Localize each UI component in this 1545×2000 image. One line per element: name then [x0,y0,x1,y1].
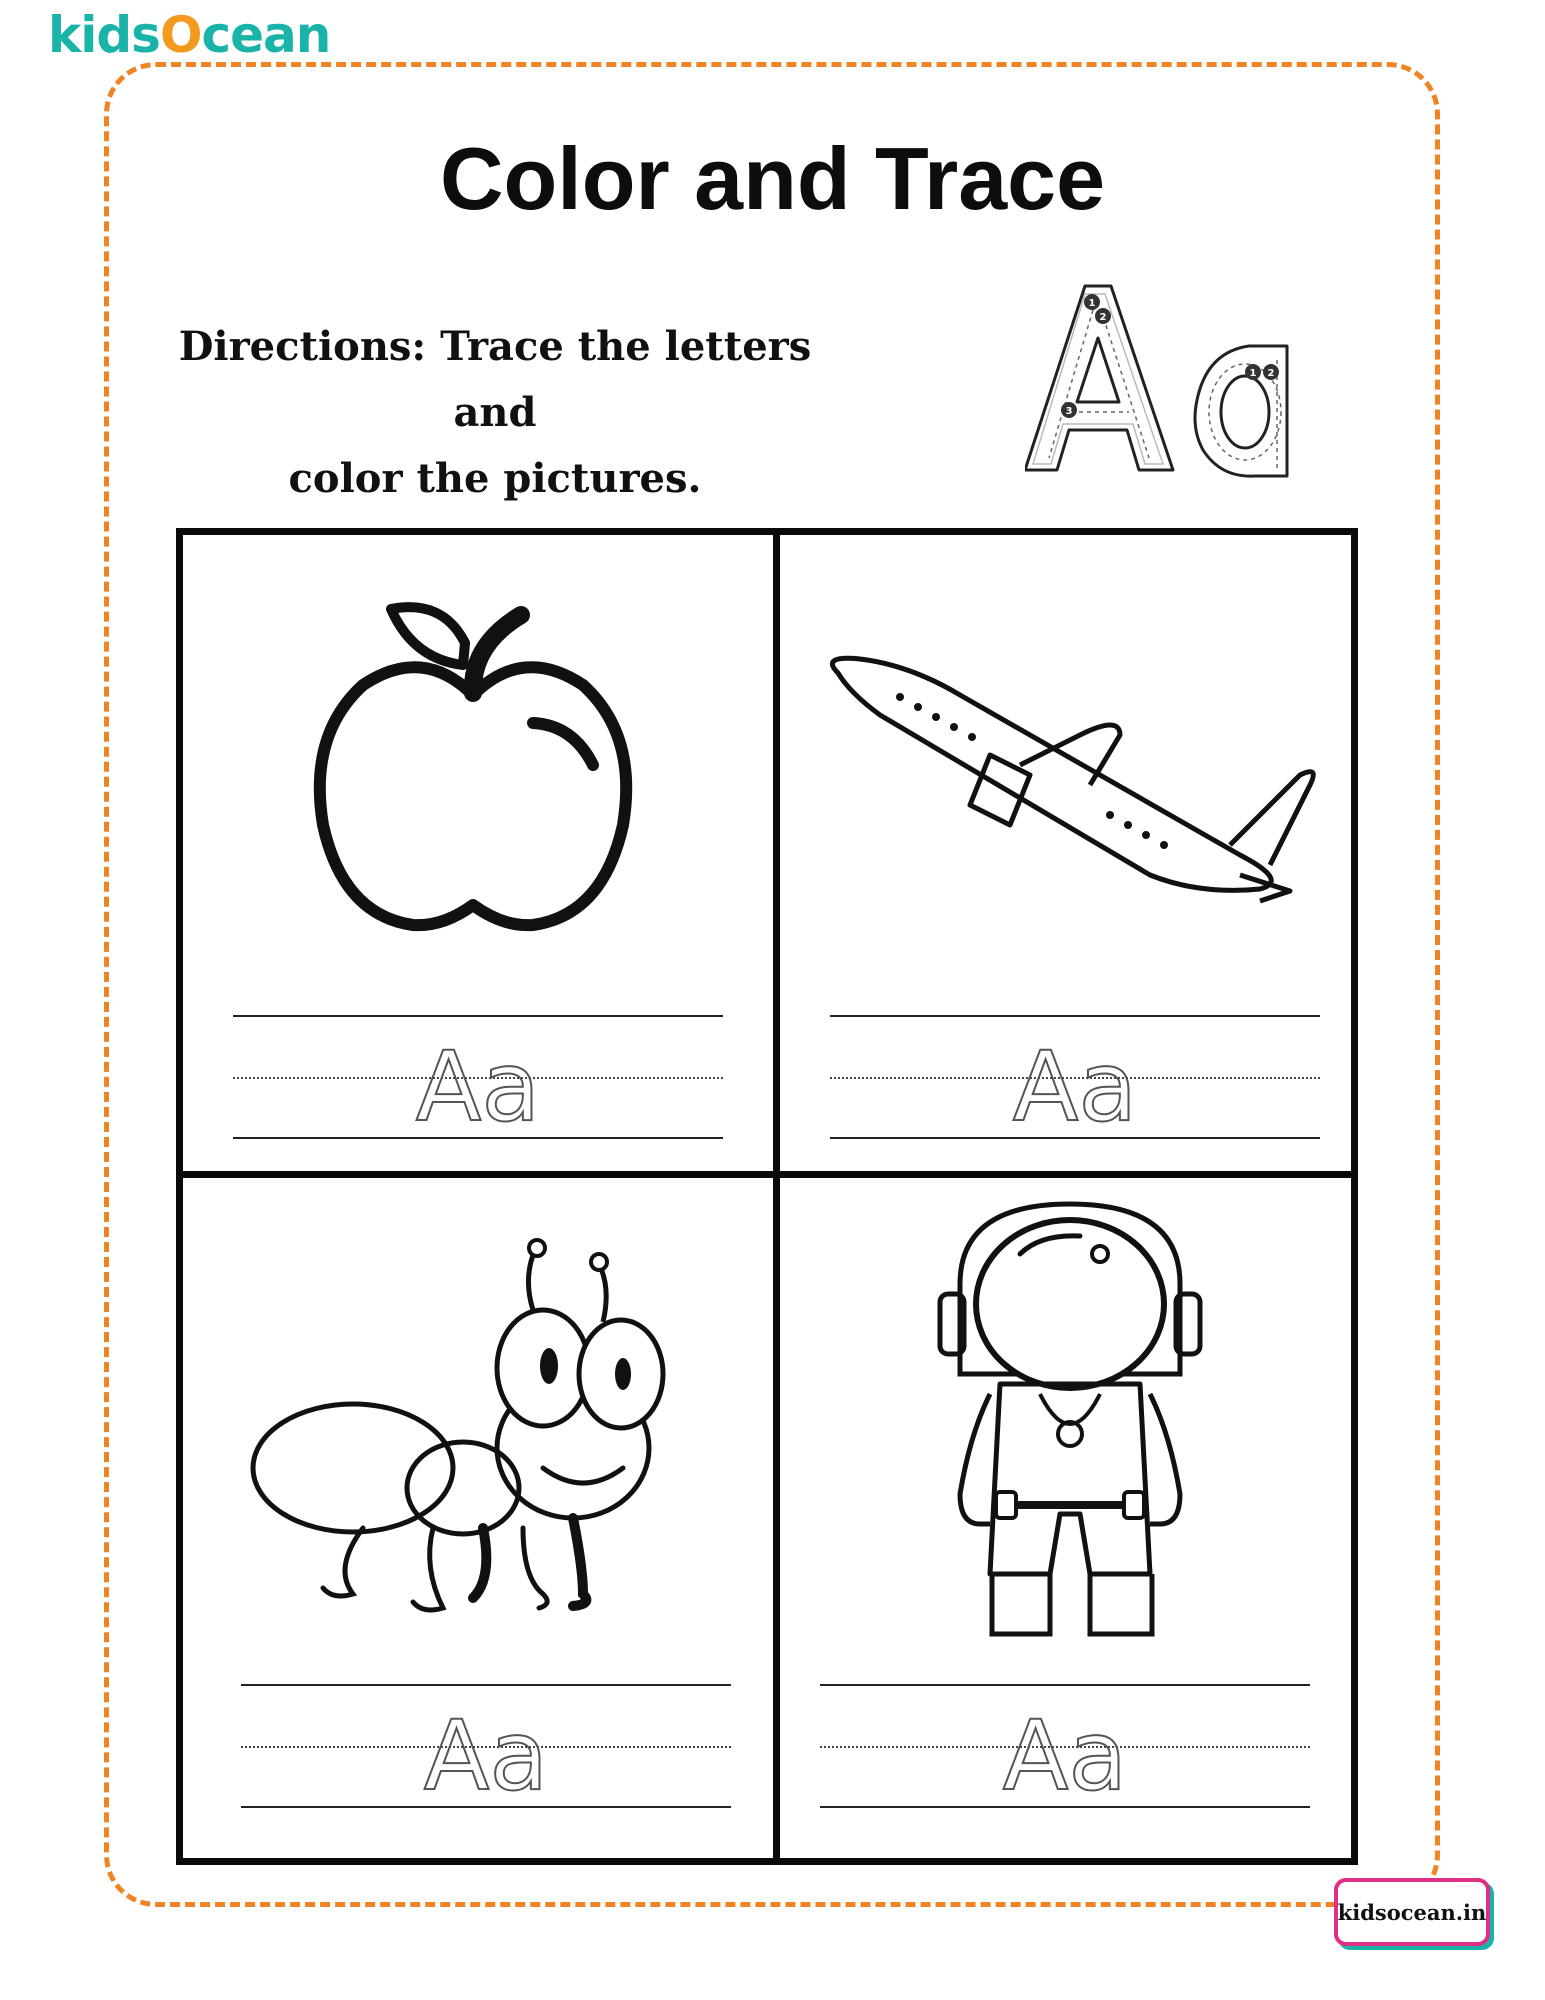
guide-num-label: 1 [1249,368,1257,379]
directions-line-1: Directions: Trace the letters and [178,323,812,436]
grid-horizontal-divider [183,1171,1351,1178]
letter-guide-icon [1025,280,1345,490]
guide-num-label: 2 [1267,368,1275,379]
card-astronaut [780,1178,1358,1858]
ant-icon [243,1238,713,1638]
tracing-lines [830,1015,1320,1145]
tracing-lines [233,1015,723,1145]
logo-kids-text: kids [48,6,160,64]
card-apple [183,535,773,1171]
directions [140,314,850,512]
trace-letters: Aa [423,1700,549,1812]
trace-letters: Aa [1002,1700,1128,1812]
card-ant [183,1178,773,1858]
card-airplane [780,535,1358,1171]
guide-num-label: 3 [1065,406,1073,417]
picture-grid [176,528,1358,1865]
website-badge-text: kidsocean.in [1337,1899,1487,1925]
directions-line-2: color the pictures. [288,455,702,502]
apple-icon [303,575,643,955]
trace-letters: Aa [415,1031,541,1143]
logo-cean-text: cean [201,6,331,64]
tracing-lines [820,1684,1310,1814]
tracing-lines [241,1684,731,1814]
website-badge[interactable] [1334,1878,1490,1946]
guide-num-label: 2 [1099,312,1107,323]
trace-letters: Aa [1012,1031,1138,1143]
page-title: Color and Trace [439,129,1106,228]
logo-o-text: O [159,6,202,64]
brand-logo [48,6,330,64]
airplane-icon [820,645,1330,935]
astronaut-icon [930,1194,1210,1654]
grid-vertical-divider [773,535,780,1858]
guide-num-label: 1 [1088,298,1096,309]
